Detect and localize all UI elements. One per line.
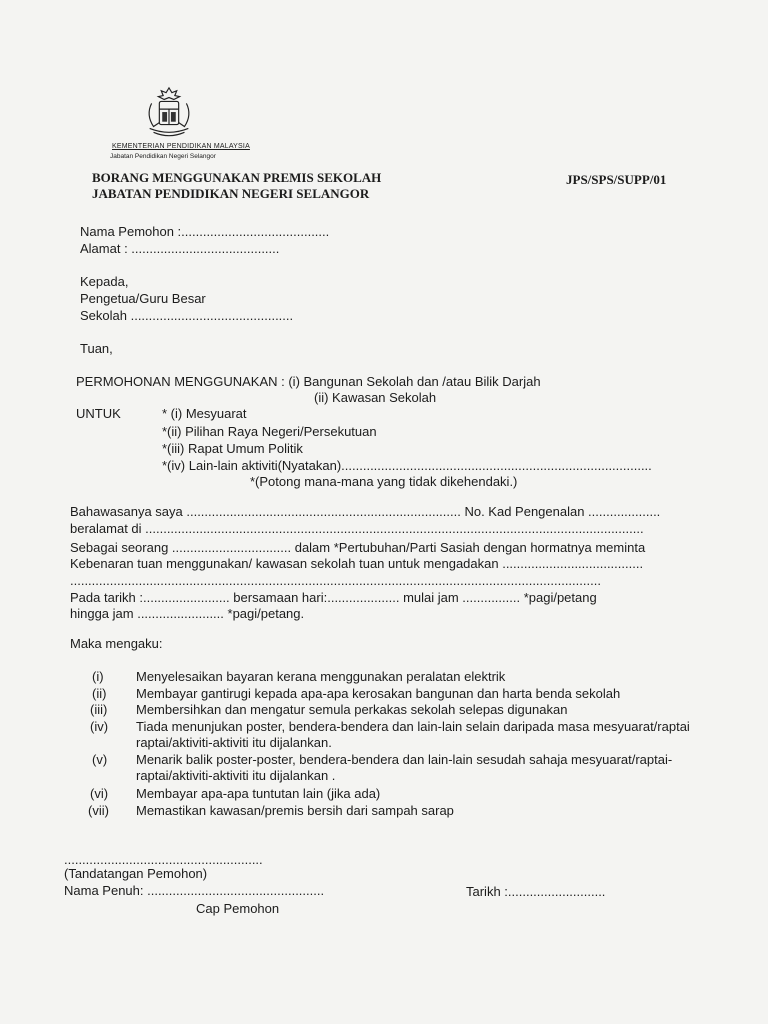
undertaking-text: Membayar gantirugi kepada apa-apa kerosakan bangunan dan harta benda sekolah <box>136 686 621 701</box>
applicant-name-field[interactable]: Nama Pemohon :......................................... <box>80 224 330 239</box>
undertaking-intro: Maka mengaku: <box>70 636 163 651</box>
undertaking-number: (v) <box>92 752 108 767</box>
undertaking-text: Membayar apa-apa tuntutan lain (jika ada) <box>136 786 381 801</box>
signature-line[interactable]: ....................................................... <box>64 852 263 867</box>
stamp-label: Cap Pemohon <box>196 901 280 916</box>
recipient-school-field[interactable]: Sekolah ............................................. <box>80 308 294 323</box>
recipient-to: Kepada, <box>80 274 129 289</box>
declaration-line-4[interactable]: Kebenaran tuan menggunakan/ kawasan sekolah tuan untuk mengadakan ....................................... <box>70 556 644 571</box>
undertaking-text: Menyelesaikan bayaran kerana menggunakan peralatan elektrik <box>136 669 506 684</box>
form-title-line2: JABATAN PENDIDIKAN NEGERI SELANGOR <box>92 186 370 201</box>
malaysia-crest-logo <box>140 84 198 142</box>
undertaking-text: Tiada menunjukan poster, bendera-bendera dan lain-lain selain daripada masa mesyuarat/raptai <box>136 719 690 734</box>
undertaking-number: (vii) <box>88 803 109 818</box>
form-code: JPS/SPS/SUPP/01 <box>566 172 667 187</box>
undertaking-text: Menarik balik poster-poster, bendera-bendera dan lain-lain sesudah sahaja mesyuarat/raptai- <box>136 752 673 767</box>
undertaking-text-continued: raptai/aktiviti-aktiviti itu dijalankan. <box>136 735 332 750</box>
declaration-line-6[interactable]: Pada tarikh :........................ bersamaan hari:.................... mulai jam ................ *pagi/petang <box>70 590 597 605</box>
form-title-line1: BORANG MENGGUNAKAN PREMIS SEKOLAH <box>92 170 382 185</box>
recipient-position: Pengetua/Guru Besar <box>80 291 206 306</box>
declaration-line-2[interactable]: beralamat di .......................................................................................................................................... <box>70 521 644 536</box>
undertaking-number: (iii) <box>90 702 108 717</box>
applicant-address-field[interactable]: Alamat : ......................................... <box>80 241 280 256</box>
undertaking-number: (i) <box>92 669 104 684</box>
purpose-item: *(ii) Pilihan Raya Negeri/Persekutuan <box>162 424 377 439</box>
undertaking-number: (vi) <box>90 786 109 801</box>
department-name: Jabatan Pendidikan Negeri Selangor <box>110 153 216 160</box>
signature-label: (Tandatangan Pemohon) <box>64 866 208 881</box>
purpose-item-other-field[interactable]: *(iv) Lain-lain aktiviti(Nyatakan)...................................................................................... <box>162 458 652 473</box>
undertaking-number: (iv) <box>90 719 109 734</box>
declaration-line-5[interactable]: ................................................................................................................................................... <box>70 573 601 588</box>
full-name-field[interactable]: Nama Penuh: ................................................. <box>64 883 325 898</box>
undertaking-number: (ii) <box>92 686 107 701</box>
purpose-item: * (i) Mesyuarat <box>162 406 247 421</box>
ministry-name: KEMENTERIAN PENDIDIKAN MALAYSIA <box>112 143 250 150</box>
declaration-line-1[interactable]: Bahawasanya saya ............................................................................ No. Kad Pengenalan .................... <box>70 504 661 519</box>
undertaking-text: Memastikan kawasan/premis bersih dari sampah sarap <box>136 803 454 818</box>
purpose-item: *(iii) Rapat Umum Politik <box>162 441 303 456</box>
strike-note: *(Potong mana-mana yang tidak dikehendaki.) <box>250 474 518 489</box>
date-field[interactable]: Tarikh :........................... <box>466 884 606 899</box>
undertaking-text-continued: raptai/aktiviti-aktiviti itu dijalankan . <box>136 768 336 783</box>
declaration-line-3[interactable]: Sebagai seorang ................................. dalam *Pertubuhan/Parti Sasiah dengan hormatnya meminta <box>70 540 646 555</box>
salutation: Tuan, <box>80 341 113 356</box>
request-option-2: (ii) Kawasan Sekolah <box>314 390 437 405</box>
for-label: UNTUK <box>76 406 121 421</box>
declaration-line-7[interactable]: hingga jam ........................ *pagi/petang. <box>70 606 305 621</box>
undertaking-text: Membersihkan dan mengatur semula perkakas sekolah selepas digunakan <box>136 702 568 717</box>
request-heading: PERMOHONAN MENGGUNAKAN : (i) Bangunan Sekolah dan /atau Bilik Darjah <box>76 374 541 389</box>
